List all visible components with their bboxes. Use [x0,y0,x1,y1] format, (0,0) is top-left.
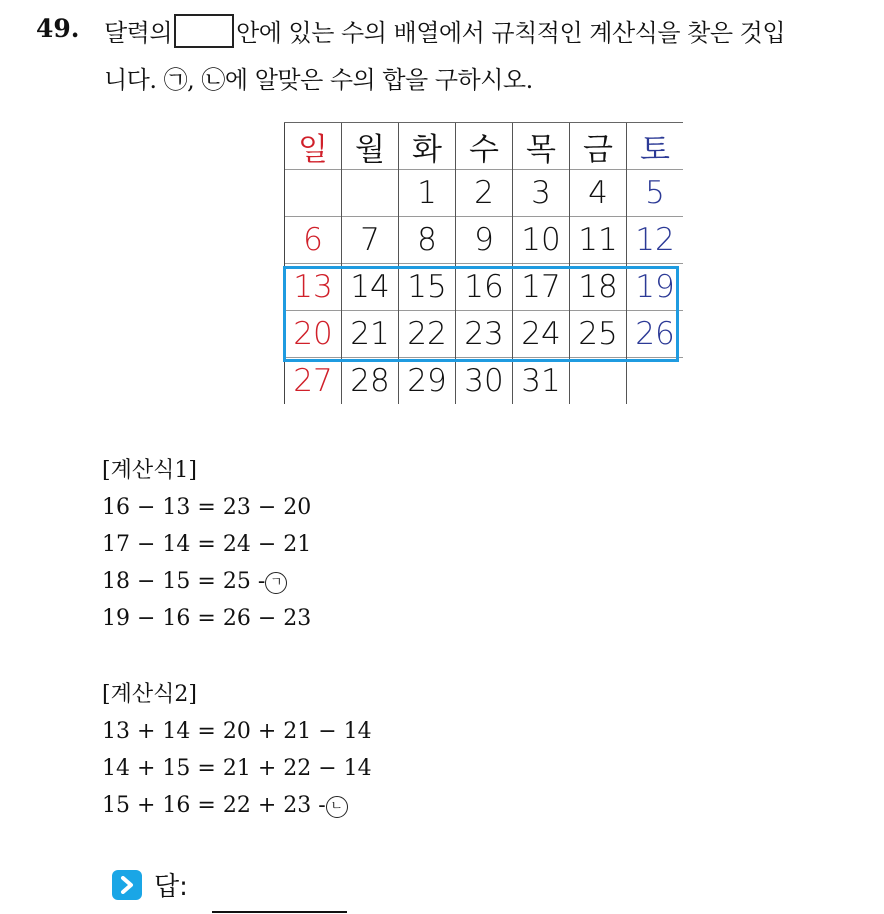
calendar-date-cell: 21 [342,311,399,358]
question-number: 49. [36,14,80,43]
calendar-date-cell: 17 [513,264,570,311]
calendar-date-cell: 23 [456,311,513,358]
calendar-date-cell [342,170,399,217]
blank-circle-icon: ㄴ [326,796,348,818]
calendar-date-cell: 8 [399,217,456,264]
calendar-date-cell: 15 [399,264,456,311]
calc1-line: 16 − 13 = 23 − 20 [102,495,312,520]
calendar-day-header: 수 [456,123,513,170]
calc2-line [102,787,372,824]
calendar-date-cell: 5 [627,170,684,217]
calendar-day-header: 월 [342,123,399,170]
calendar-week-row [285,170,684,217]
calendar-date-cell: 27 [285,358,342,405]
calendar-date-cell: 3 [513,170,570,217]
calendar-date-cell: 16 [456,264,513,311]
calc2-line-text: 15 + 16 = 22 + 23 - [102,793,326,818]
calculation-1 [102,452,311,637]
calendar-day-header: 일 [285,123,342,170]
question-text-line1 [104,13,785,48]
calendar-date-cell: 22 [399,311,456,358]
calendar-day-header: 토 [627,123,684,170]
question-text-start: 달력의 [104,19,173,47]
calendar-date-cell [627,358,684,405]
calendar-day-header: 화 [399,123,456,170]
calc1-line: 19 − 16 = 26 − 23 [102,606,312,631]
calendar-date-cell: 12 [627,217,684,264]
answer-label: 답: [154,872,188,902]
question-text-end: 안에 있는 수의 배열에서 규칙적인 계산식을 찾은 것입 [236,19,786,47]
calendar-date-cell: 14 [342,264,399,311]
calendar-date-cell [285,170,342,217]
calendar-date-cell: 19 [627,264,684,311]
calc1-line-text: 18 − 15 = 25 - [102,569,266,594]
calendar-date-cell: 20 [285,311,342,358]
calendar-day-header: 금 [570,123,627,170]
calc1-line [102,563,311,600]
calendar-header-row [285,123,684,170]
calendar-date-cell: 13 [285,264,342,311]
calendar-date-cell: 1 [399,170,456,217]
calendar-date-cell: 2 [456,170,513,217]
calc1-line: 17 − 14 = 24 − 21 [102,532,312,557]
question-text-line2: 니다. ㉠, ㉡에 알맞은 수의 합을 구하시오. [104,66,533,94]
calendar-date-cell: 29 [399,358,456,405]
calculation-2-title: [계산식2] [102,682,197,707]
highlight-box [283,266,679,362]
calendar-week-row [285,358,684,405]
calendar-date-cell: 4 [570,170,627,217]
answer-area [112,866,188,903]
calendar-date-cell: 10 [513,217,570,264]
calculation-2 [102,676,372,824]
calendar-date-cell: 28 [342,358,399,405]
calendar-date-cell: 11 [570,217,627,264]
calendar-week-row [285,217,684,264]
calendar-date-cell: 24 [513,311,570,358]
calendar-date-cell: 30 [456,358,513,405]
calc2-line: 14 + 15 = 21 + 22 − 14 [102,756,372,781]
calendar-date-cell: 9 [456,217,513,264]
answer-input-line[interactable] [212,911,347,913]
calculation-1-title: [계산식1] [102,458,197,483]
calendar-date-cell [570,358,627,405]
calendar-day-header: 목 [513,123,570,170]
calendar-date-cell: 31 [513,358,570,405]
calendar-date-cell: 18 [570,264,627,311]
blank-box [174,14,234,48]
chevron-right-icon [112,870,142,900]
calendar-date-cell: 6 [285,217,342,264]
blank-circle-icon: ㄱ [265,572,287,594]
calendar-date-cell: 26 [627,311,684,358]
calc2-line: 13 + 14 = 20 + 21 − 14 [102,719,372,744]
calendar-date-cell: 7 [342,217,399,264]
calendar-date-cell: 25 [570,311,627,358]
